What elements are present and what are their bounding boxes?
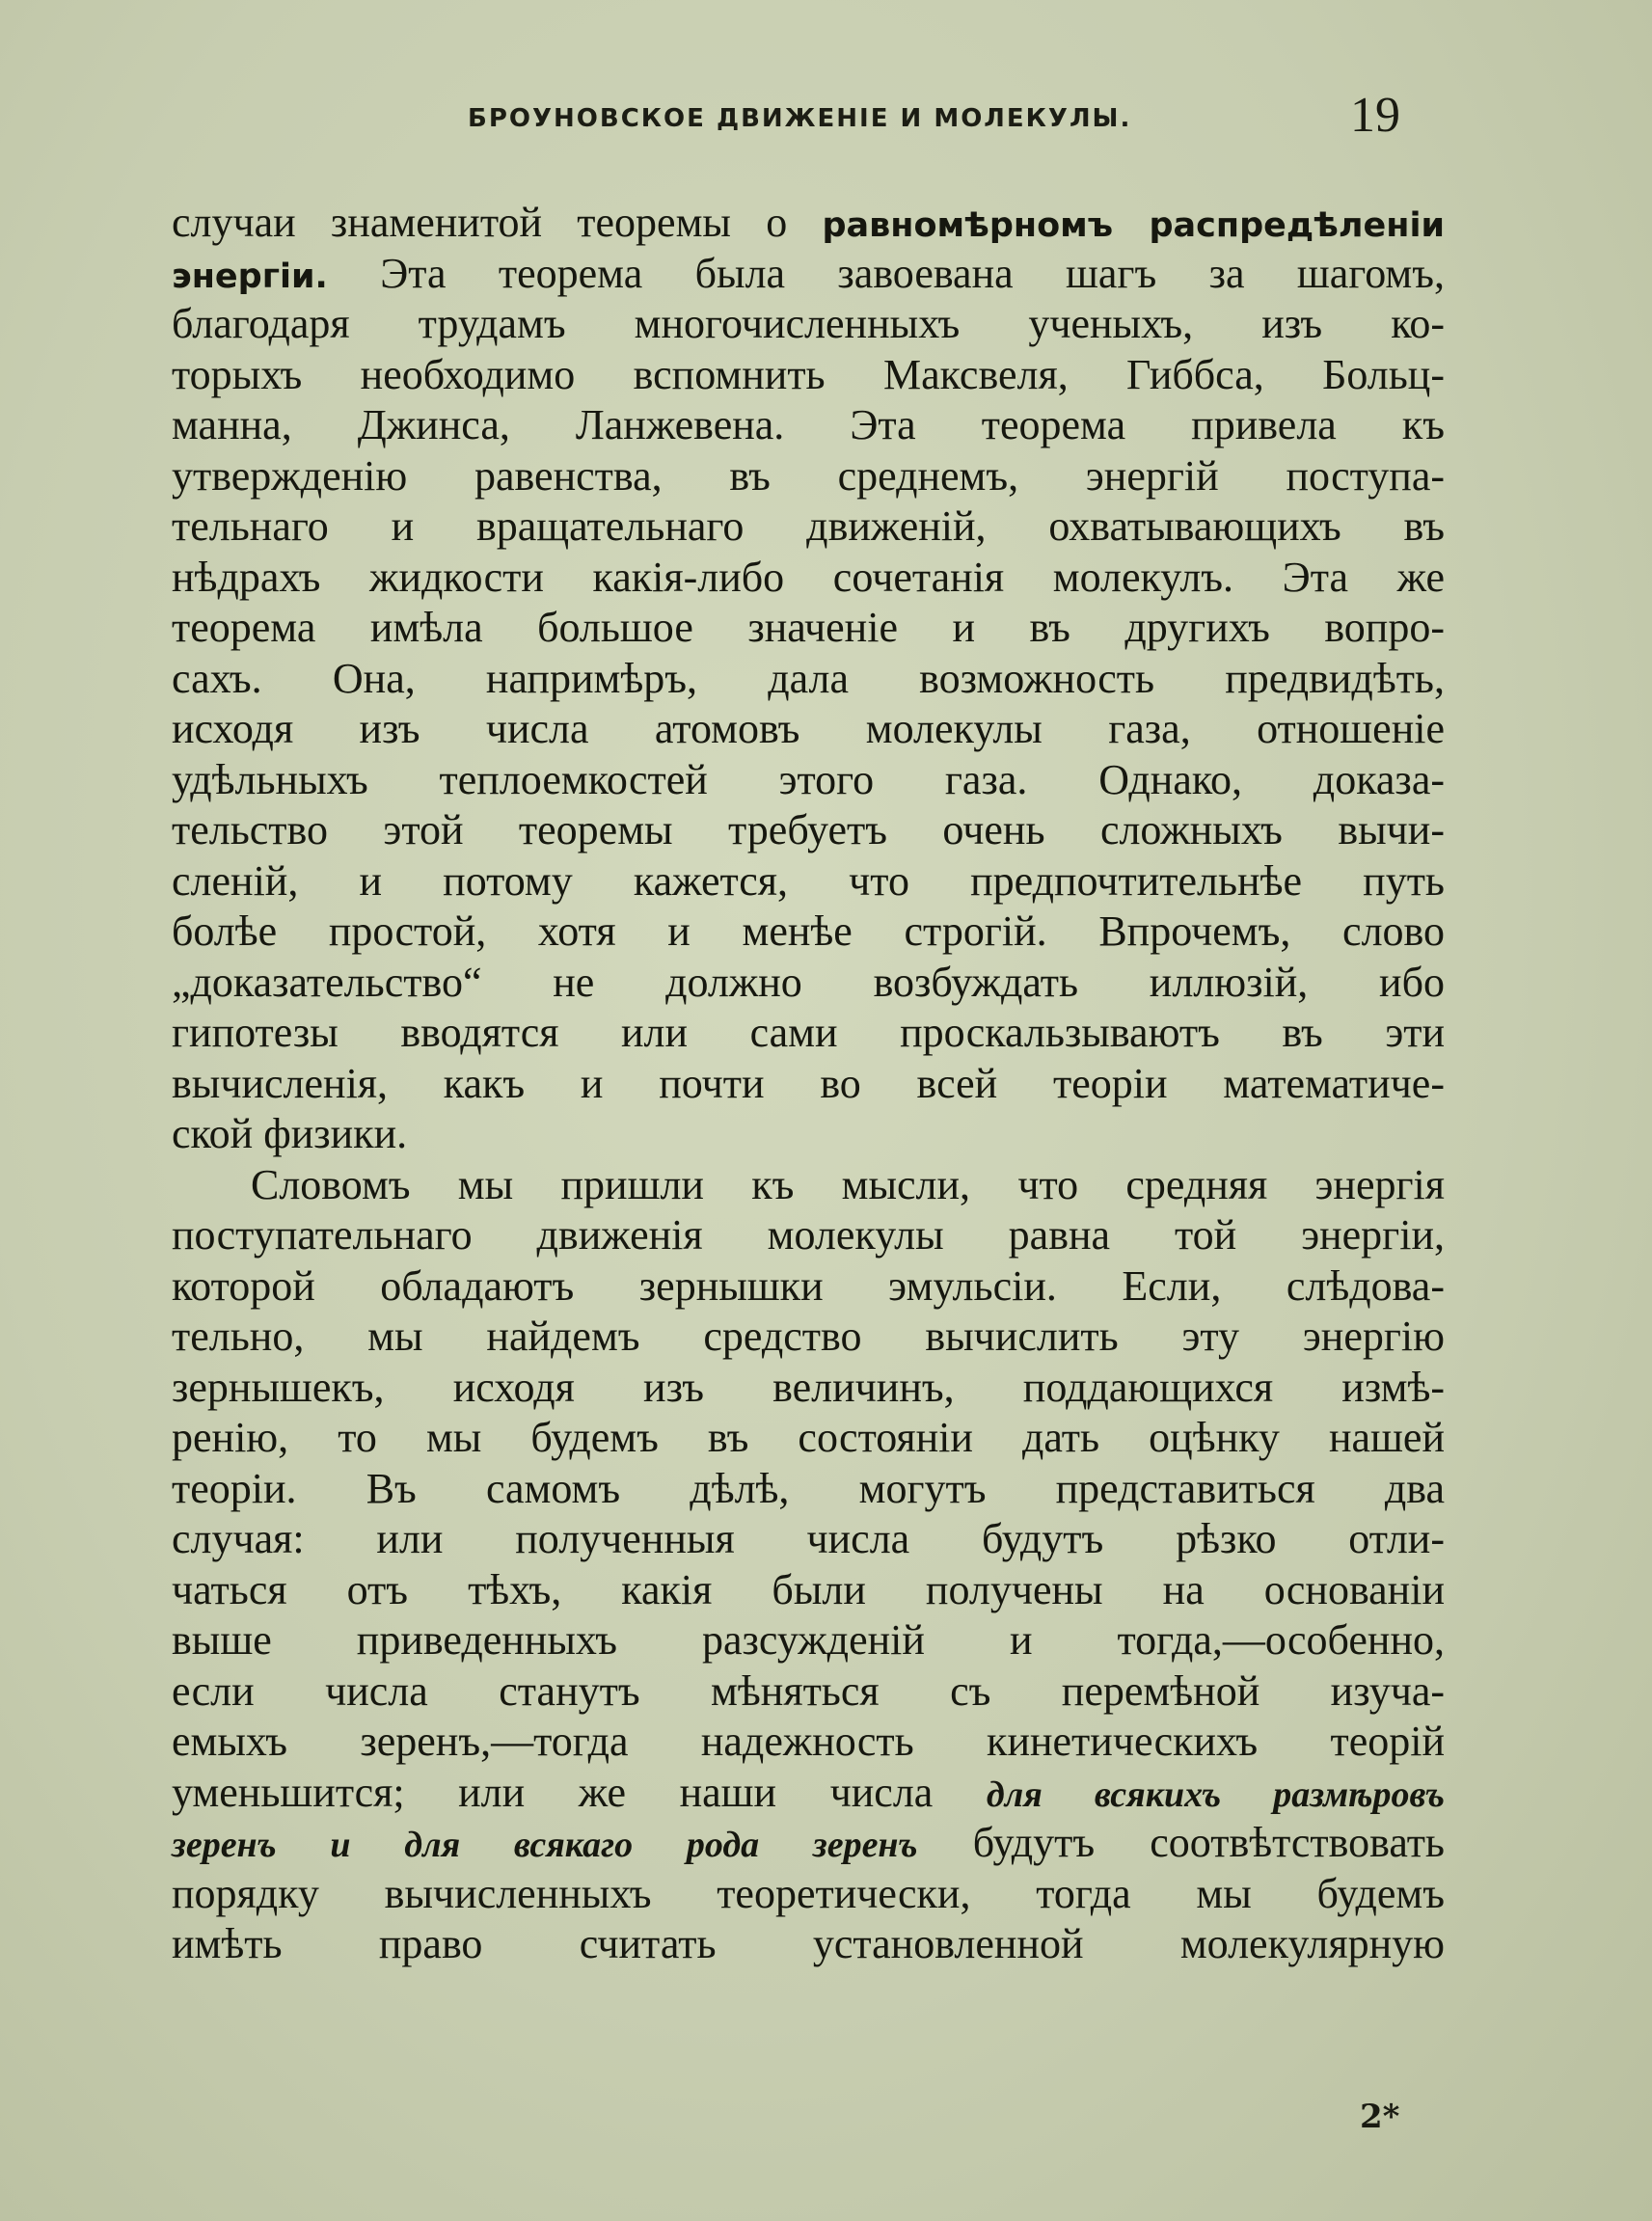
text-line: тельство этой теоремы требуетъ очень сложныхъ вычи- [172,806,1445,853]
text-line: манна, Джинса, Ланжевена. Эта теорема привела къ [172,401,1445,448]
emphasis-bold: энергіи. [172,257,328,296]
text-line: тельно, мы найдемъ средство вычислить эту энергію [172,1313,1445,1360]
text-line: ской физики. [172,1110,408,1157]
text-line: теорема имѣла большое значеніе и въ другихъ вопро- [172,604,1445,651]
text-line: нѣдрахъ жидкости какія-либо сочетанія молекулъ. Эта же [172,553,1445,601]
text-line: благодаря трудамъ многочисленныхъ ученыхъ, изъ ко- [172,300,1445,347]
text-run: уменьшится; или же наши числа [172,1768,987,1816]
text-line [172,249,1445,300]
text-line: тельнаго и вращательнаго движеній, охватывающихъ въ [172,502,1445,550]
text-line: чаться отъ тѣхъ, какія были получены на основаніи [172,1565,1445,1613]
text-line: зернышекъ, исходя изъ величинъ, поддающихся измѣ- [172,1363,1445,1411]
text-line: болѣе простой, хотя и менѣе строгій. Впрочемъ, слово [172,907,1445,955]
text-line: поступательнаго движенія молекулы равна той энергіи, [172,1211,1445,1259]
text-line: сахъ. Она, напримѣръ, дала возможность предвидѣть, [172,654,1445,702]
text-line: гипотезы вводятся или сами проскальзываютъ въ эти [172,1009,1445,1056]
signature-mark: 2* [1360,2098,1400,2136]
text-line: „доказательство“ не должно возбуждать иллюзій, ибо [172,958,1445,1006]
emphasis-italic: зеренъ и для всякаго рода зеренъ [172,1825,918,1865]
text-line: случая: или полученныя числа будутъ рѣзко отли- [172,1515,1445,1562]
text-line: которой обладаютъ зернышки эмульсіи. Если, слѣдова- [172,1261,1445,1310]
text-line: вычисленія, какъ и почти во всей теоріи математиче- [172,1059,1445,1107]
running-title: БРОУНОВСКОЕ ДВИЖЕНІЕ И МОЛЕКУЛЫ. [468,104,1132,133]
text-line: сленій, и потому кажется, что предпочтительнѣе путь [172,856,1445,905]
emphasis-bold: равномѣрномъ распредѣленіи [822,206,1445,245]
running-head [0,87,1652,143]
text-line: выше приведенныхъ разсужденій и тогда,—особенно, [172,1616,1445,1664]
text-line [172,1818,1445,1869]
text-line: Словомъ мы пришли къ мысли, что средняя энергія [251,1160,1445,1208]
text-line: утвержденію равенства, въ среднемъ, энергій поступа- [172,451,1445,500]
body-text [172,198,1445,1970]
text-line: порядку вычисленныхъ теоретически, тогда мы будемъ [172,1869,1445,1917]
text-run: случаи знаменитой теоремы о [172,199,823,246]
text-line: торыхъ необходимо вспомнить Максвеля, Гиббса, Больц- [172,350,1445,398]
text-line: теоріи. Въ самомъ дѣлѣ, могутъ представиться два [172,1464,1445,1512]
text-line: ренію, то мы будемъ въ состояніи дать оцѣнку нашей [172,1414,1445,1461]
text-line: исходя изъ числа атомовъ молекулы газа, отношеніе [172,705,1445,752]
page-number: 19 [1350,88,1400,143]
text-line: имѣть право считать установленной молекулярную [172,1920,1445,1967]
text-line: если числа станутъ мѣняться съ перемѣной изуча- [172,1666,1445,1715]
text-line [172,1768,1445,1819]
text-run: будутъ соотвѣтствовать [917,1819,1446,1866]
text-line: удѣльныхъ теплоемкостей этого газа. Однако, доказа- [172,755,1445,803]
emphasis-italic: для всякихъ размѣровъ [986,1774,1445,1815]
text-line: емыхъ зеренъ,—тогда надежность кинетическихъ теорій [172,1718,1445,1765]
text-line [172,198,1445,249]
text-run: Эта теорема была завоевана шагъ за шагомъ, [327,249,1445,297]
